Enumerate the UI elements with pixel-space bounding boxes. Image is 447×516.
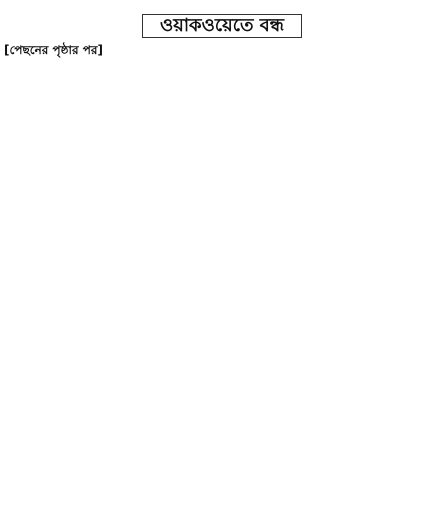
body-line xyxy=(4,120,442,140)
headline: ওয়াকওয়েতে বন্ধ xyxy=(142,14,302,38)
body-line xyxy=(4,60,442,80)
body-line xyxy=(4,280,442,300)
body-line xyxy=(4,400,442,420)
body-line xyxy=(4,480,442,500)
article-body xyxy=(4,40,442,510)
body-line xyxy=(124,40,442,60)
previous-article-cutoff-line xyxy=(10,0,310,12)
body-line xyxy=(4,240,442,260)
body-line xyxy=(4,420,442,440)
body-line xyxy=(4,100,442,120)
body-line xyxy=(4,160,442,180)
section-marker: [পেছনের পৃষ্ঠার পর] xyxy=(4,43,103,57)
body-line xyxy=(4,440,442,460)
body-line xyxy=(4,380,442,400)
body-line xyxy=(4,200,442,220)
body-line xyxy=(4,340,442,360)
body-line xyxy=(4,140,442,160)
body-line xyxy=(4,300,442,320)
body-line xyxy=(4,180,442,200)
body-line xyxy=(4,320,442,340)
body-line xyxy=(4,220,442,240)
body-line xyxy=(4,460,442,480)
body-line xyxy=(4,360,442,380)
body-line xyxy=(4,260,442,280)
body-line xyxy=(4,80,442,100)
